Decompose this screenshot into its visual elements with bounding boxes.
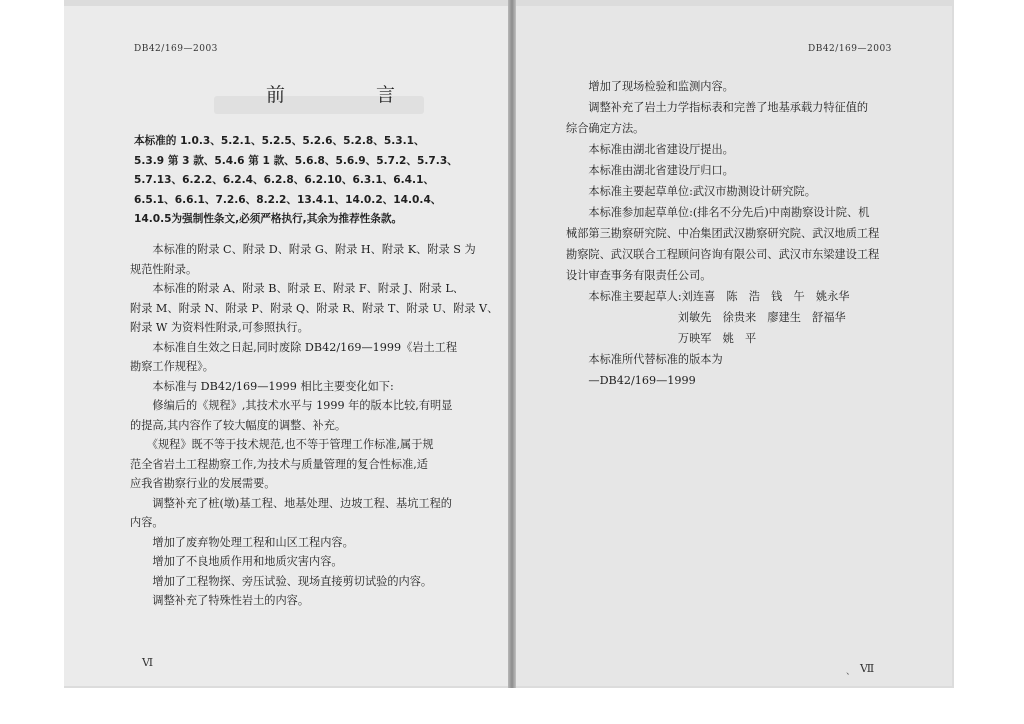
text-line: 本标准由湖北省建设厅归口。: [566, 164, 734, 177]
text-line: 14.0.5为强制性条文,必须严格执行,其余为推荐性条款。: [134, 213, 403, 225]
stray-mark: 、: [846, 667, 856, 677]
text-line: —DB42/169—1999: [566, 374, 696, 387]
left-body-text: [130, 240, 498, 611]
page-title: 前 言: [266, 84, 432, 106]
text-line: 本标准自生效之日起,同时废除 DB42/169—1999《岩土工程: [130, 340, 458, 354]
text-line: 勘察院、武汉联合工程顾问咨询有限公司、武汉市东梁建设工程: [566, 248, 880, 261]
right-body-text: [566, 76, 879, 391]
text-line: 本标准主要起草单位:武汉市勘测设计研究院。: [566, 185, 816, 198]
left-running-head: DB42/169—2003: [134, 44, 218, 54]
text-line: 5.3.9 第 3 款、5.4.6 第 1 款、5.6.8、5.6.9、5.7.2、5.7.3、: [134, 154, 458, 167]
text-line: 械部第三勘察研究院、中冶集团武汉勘察研究院、武汉地质工程: [566, 227, 880, 240]
text-line: 设计审查事务有限责任公司。: [566, 269, 712, 282]
text-line: 本标准与 DB42/169—1999 相比主要变化如下:: [130, 379, 394, 393]
text-line: 规范性附录。: [130, 262, 198, 276]
mandatory-clauses-paragraph: [134, 132, 458, 230]
text-line: 修编后的《规程》,其技术水平与 1999 年的版本比较,有明显: [130, 399, 453, 412]
text-line: 增加了不良地质作用和地质灾害内容。: [130, 555, 343, 568]
text-line: 应我省勘察行业的发展需要。: [130, 477, 276, 490]
text-line: 本标准主要起草人:刘连喜 陈 浩 钱 午 姚永华: [566, 290, 850, 303]
right-running-head: DB42/169—2003: [808, 44, 892, 54]
text-line: 本标准所代替标准的版本为: [566, 353, 723, 366]
text-line: 刘敏先 徐贵来 廖建生 舒福华: [566, 311, 846, 324]
text-line: 附录 W 为资料性附录,可参照执行。: [130, 321, 309, 334]
right-page-number: Ⅶ: [860, 662, 875, 675]
text-line: 内容。: [130, 516, 164, 529]
text-line: 本标准的 1.0.3、5.2.1、5.2.5、5.2.6、5.2.8、5.3.1、: [134, 135, 425, 147]
text-line: 本标准参加起草单位:(排名不分先后)中南勘察设计院、机: [566, 206, 870, 219]
text-line: 本标准的附录 A、附录 B、附录 E、附录 F、附录 J、附录 L、: [130, 282, 464, 295]
book-spine: [508, 0, 516, 688]
text-line: 5.7.13、6.2.2、6.2.4、6.2.8、6.2.10、6.3.1、6.4.1、: [134, 174, 435, 186]
text-line: 综合确定方法。: [566, 122, 645, 135]
text-line: 《规程》既不等于技术规范,也不等于管理工作标准,属于规: [130, 438, 434, 451]
text-line: 6.5.1、6.6.1、7.2.6、8.2.2、13.4.1、14.0.2、14.0.4、: [134, 193, 442, 206]
text-line: 调整补充了桩(墩)基工程、地基处理、边坡工程、基坑工程的: [130, 496, 452, 510]
text-line: 万映军 姚 平: [566, 332, 757, 345]
text-line: 本标准的附录 C、附录 D、附录 G、附录 H、附录 K、附录 S 为: [130, 243, 476, 256]
text-line: 增加了工程物探、旁压试验、现场直接剪切试验的内容。: [130, 574, 433, 588]
text-line: 调整补充了特殊性岩土的内容。: [130, 594, 310, 607]
left-page-number: Ⅵ: [142, 656, 154, 669]
text-line: 本标准由湖北省建设厅提出。: [566, 143, 734, 156]
text-line: 附录 M、附录 N、附录 P、附录 Q、附录 R、附录 T、附录 U、附录 V、: [130, 301, 499, 315]
text-line: 调整补充了岩土力学指标表和完善了地基承载力特征值的: [566, 101, 869, 114]
text-line: 范全省岩土工程勘察工作,为技术与质量管理的复合性标准,适: [130, 457, 428, 471]
text-line: 勘察工作规程》。: [130, 360, 214, 373]
text-line: 增加了现场检验和监测内容。: [566, 80, 734, 93]
text-line: 的提高,其内容作了较大幅度的调整、补充。: [130, 418, 347, 432]
text-line: 增加了废弃物处理工程和山区工程内容。: [130, 535, 354, 549]
